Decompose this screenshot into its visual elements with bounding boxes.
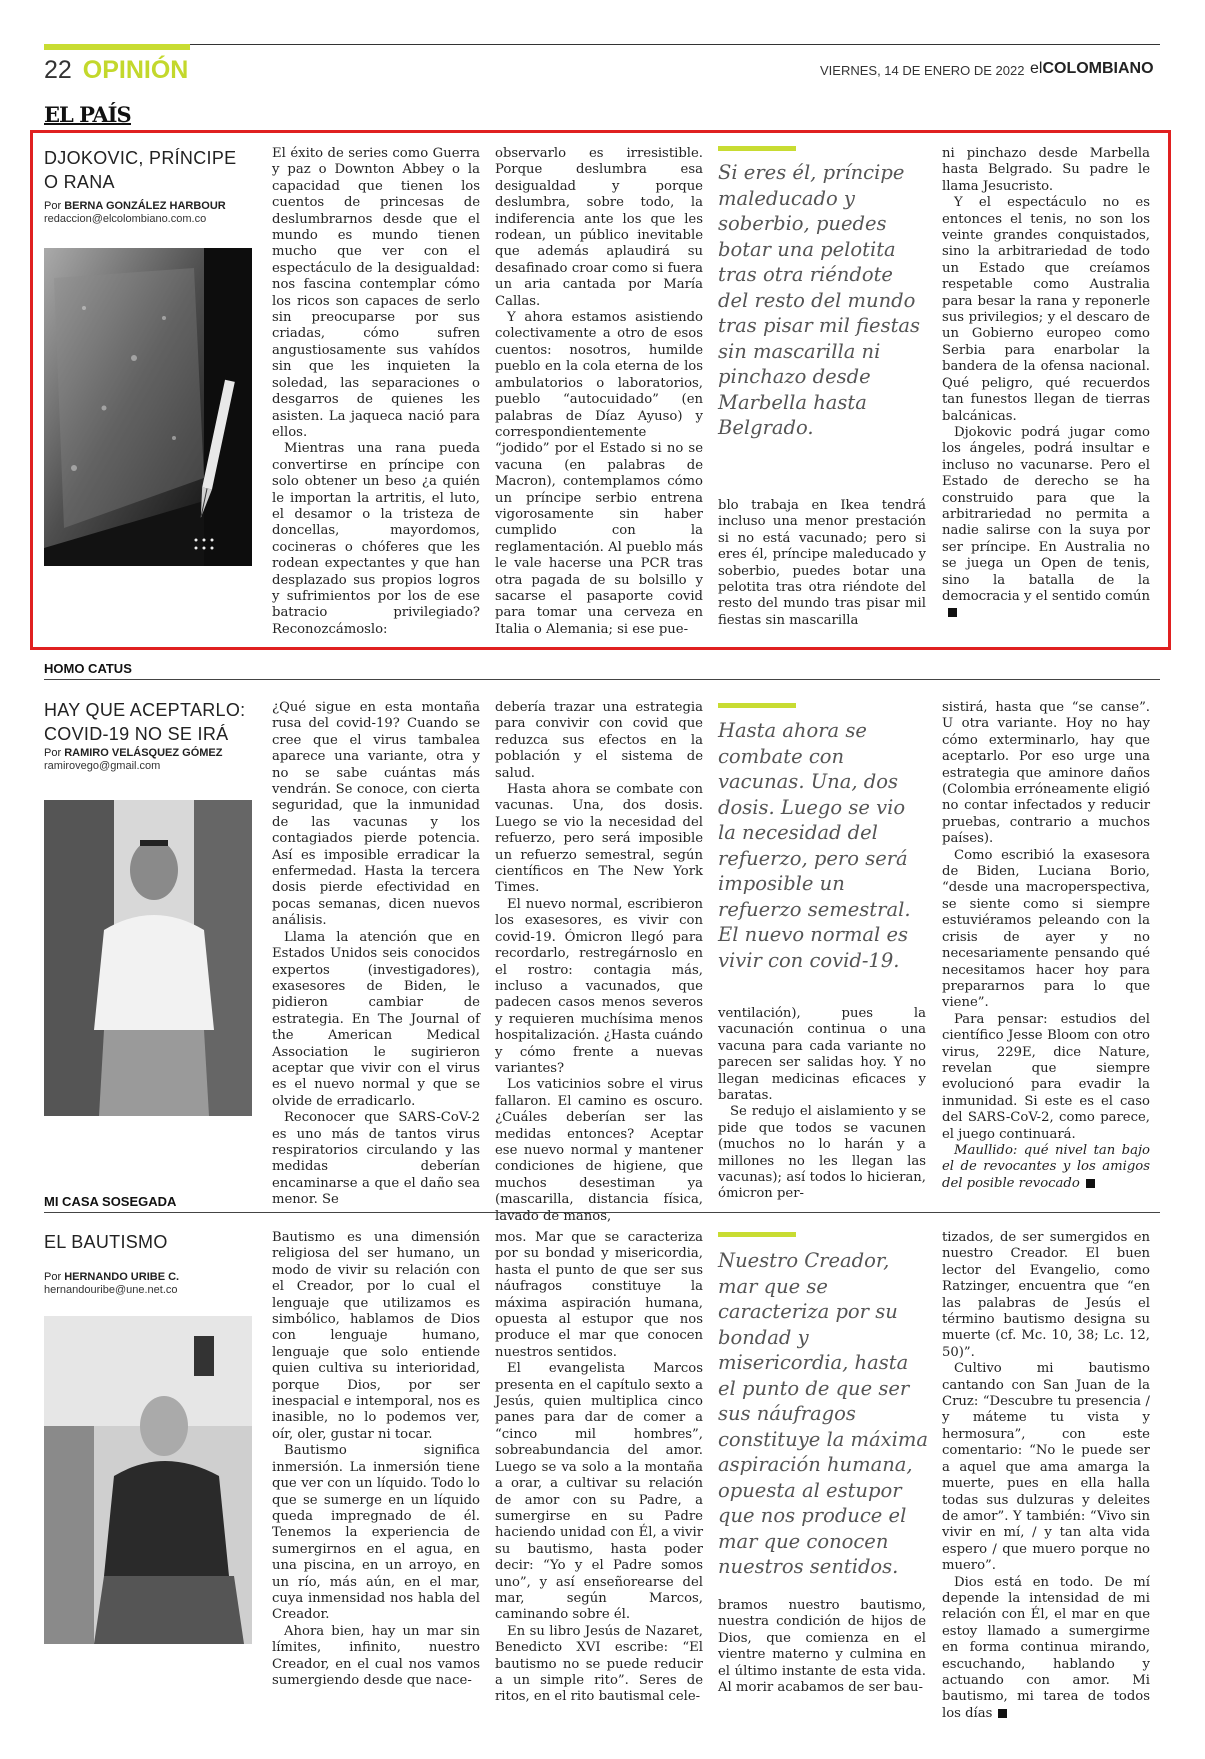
paragraph: tizados, de ser sumergidos en nuestro Creador. El buen lector del Evangelio, como Ratzinger, encuentra que “en las palabras de Jesús el término bautismo designa su muerte (cf. Mc. 10, 38; Lc. 12, 50)”.	[942, 1230, 1150, 1360]
article-column-2	[495, 1230, 703, 1705]
paragraph: debería trazar una estrategia para convivir con covid que reduzca sus efectos en la población y el sistema de salud.	[495, 700, 703, 781]
paragraph: El éxito de series como Guerra y paz o Downton Abbey o la capacidad que tienen los cuentos de princesas de deslumbrarnos desde que el mundo es mundo tienen mucho que ver con el espectáculo de la desigualdad: nos fascina contemplar cómo los ricos son capaces de serlo sin preocuparse por sus criadas, cómo sufren angustiosamente sus vahídos sin que les inquieten la soledad, las separaciones o desgarros de quienes les asisten. La jaqueca nació para ellos.	[272, 146, 480, 440]
author-email: ramirovego@gmail.com	[44, 760, 161, 772]
article-column-3	[718, 1598, 926, 1700]
source-logo: EL PAÍS	[44, 102, 131, 127]
paragraph: Dios está en todo. De mí depende la intensidad de mi relación con Él, el mar en que estoy llamado a sumergirme en forma continua mirando, escuchando, hablando y actuando con amor. Mi bautismo, mi tarea de todos los días	[942, 1574, 1150, 1721]
paragraph: Los vaticinios sobre el virus fallaron. El camino es oscuro. ¿Cuáles deberían ser las medidas entonces? Aceptar ese nuevo normal y mantener condiciones de higiene, que muchos desestiman ya (mascarilla, distancia física, lavado de manos,	[495, 1077, 703, 1224]
paragraph: El nuevo normal, escribieron los exasesores, es vivir con covid-19. Ómicron llegó para recordarlo, restregárnoslo en el rostro: contagia más, incluso a vacunados, que padecen casos menos severos y requieren muchísima menos hospitalización. ¿Hasta cuándo y cómo frente a nuevas variantes?	[495, 896, 703, 1076]
pullquote: Hasta ahora se combate con vacunas. Una, dos dosis. Luego se vio la necesidad del refuerzo, pero será imposible un refuerzo semestral. El nuevo normal es vivir con covid-19.	[718, 719, 911, 972]
paragraph: Mientras una rana pueda convertirse en príncipe con solo obtener un beso ¿a quién le importan la artritis, el luto, el desamor o la tristeza de doncellas, mayordomos, cocineras o chóferes que les rodean expectantes y que han desplazado sus propios logros y sufrimientos por los de ese batracio privilegiado? Reconozcámoslo:	[272, 441, 480, 637]
end-mark	[1086, 1179, 1095, 1188]
article-column-3	[718, 498, 926, 644]
article-column-1	[272, 146, 480, 644]
pullquote: Si eres él, príncipe maleducado y soberbio, puedes botar una pelotita tras otra riéndote del resto del mundo tras pisar mil fiestas sin mascarilla ni pinchazo desde Marbella hasta Belgrado.	[718, 161, 921, 439]
pullquote: Nuestro Creador, mar que se caracteriza por su bondad y misericordia, hasta el punto de que ser sus náufragos constituye la máxima aspiración humana, opuesta al estupor que nos produce el mar que conocen nuestros sentidos.	[718, 1249, 928, 1578]
article-title: HAY QUE ACEPTARLO: COVID-19 NO SE IRÁ	[44, 700, 246, 744]
paragraph: Y el espectáculo no es entonces el tenis, no son los veinte grandes conquistados, sino la arbitrariedad de todo un Estado que creíamos respetable como Australia para besar la rana y reponerle sus privilegios; y el descaro de un Gobierno europeo como Serbia para enarbolar la bandera de la ofensa nacional. Qué peligro, qué recuerdos tan funestos llegan de tierras balcánicas.	[942, 195, 1150, 424]
paragraph: mos. Mar que se caracteriza por su bondad y misericordia, hasta el punto de que ser sus náufragos constituye la máxima aspiración humana, opuesta al estupor que nos produce el mar que conocen nuestros sentidos.	[495, 1230, 703, 1360]
section-rule	[44, 679, 1160, 680]
byline: Por BERNA GONZÁLEZ HARBOUR	[44, 200, 226, 212]
issue-date: VIERNES, 14 DE ENERO DE 2022	[820, 63, 1025, 78]
article-column-2	[495, 700, 703, 1224]
paragraph: observarlo es irresistible. Porque deslumbra esa desigualdad y porque deslumbra, sobre todo, la indiferencia ante los que les rodean, un público inevitable que además aplaudirá su desafinado croar como si fuera un aria cantada por María Callas.	[495, 146, 703, 309]
section-color-bar	[44, 44, 190, 50]
pullquote-bar	[718, 1232, 796, 1237]
paragraph: Reconocer que SARS-CoV-2 es uno más de tantos virus respiratorios circulando y las medidas deberían encaminarse a que el daño sea menor. Se	[272, 1110, 480, 1208]
section-title: OPINIÓN	[82, 56, 189, 84]
paragraph: Bautismo significa inmersión. La inmersión tiene que ver con un líquido. Todo lo que se sumerge en un líquido queda impregnado de él. Tenemos la experiencia de sumergirnos en el agua, en una piscina, en un arroyo, en un río, más aún, en el mar, cuya inmensidad nos habla del Creador.	[272, 1443, 480, 1623]
article-column-3	[718, 1006, 926, 1202]
article-title: EL BAUTISMO	[44, 1232, 168, 1252]
header-rule	[44, 44, 1160, 45]
paragraph: Maullido: qué nivel tan bajo el de revocantes y los amigos del posible revocado	[942, 1142, 1150, 1191]
byline: Por RAMIRO VELÁSQUEZ GÓMEZ	[44, 747, 223, 759]
paragraph: Cultivo mi bautismo cantando con San Juan de la Cruz: “Descubre tu presencia / y máteme tu vista y hermosura”, con este comentario: “No le puede ser a aquel que ama amarga la muerte, pues en ella halla todas sus dulzuras y deleites de amor”. Y también: “Vivo sin vivir en mí, / y tan alta vida espero / que muero porque no muero”.	[942, 1361, 1150, 1574]
article-column-4	[942, 146, 1150, 644]
end-mark	[998, 1709, 1007, 1718]
author-email: redaccion@elcolombiano.com.co	[44, 213, 207, 225]
paragraph: sistirá, hasta que “se canse”. U otra variante. Hoy no hay cómo exterminarlo, hay que aceptarlo. Por eso urge una estrategia que aminore daños (Colombia erróneamente eligió no contar infectados y reducir pruebas, contrario a muchos países).	[942, 700, 1150, 847]
paragraph: En su libro Jesús de Nazaret, Benedicto XVI escribe: “El bautismo no se puede reducir a un simple rito”. Seres de ritos, en el rito bautismal cele-	[495, 1623, 703, 1705]
pullquote-bar	[718, 703, 796, 708]
page-header	[44, 56, 188, 84]
column-section-label: MI CASA SOSEGADA	[44, 1194, 177, 1209]
pullquote-bar	[718, 146, 796, 151]
paragraph: ni pinchazo desde Marbella hasta Belgrado. Su padre le llama Jesucristo.	[942, 146, 1150, 194]
article-column-2	[495, 146, 703, 644]
paragraph: Ahora bien, hay un mar sin límites, infinito, nuestro Creador, en el cual nos vamos sumergiendo desde que nace-	[272, 1623, 480, 1688]
paragraph: El evangelista Marcos presenta en el capítulo sexto a Jesús, quien multiplica cinco panes para dar de comer a “cinco mil hombres”, sobreabundancia del amor. Luego se va solo a la montaña a orar, a cultivar su relación de amor con su Padre, a sumergirse en su Padre haciendo unidad con Él, a vivir su bautismo, hasta poder decir: “Yo y el Padre somos uno”, y así enseñorearse del mar, según Marcos, caminando sobre él.	[495, 1361, 703, 1623]
author-email: hernandouribe@une.net.co	[44, 1284, 178, 1296]
paragraph: Se redujo el aislamiento y se pide que todos se vacunen (muchos no lo harán y a millones no les llegan las vacunas); así todos lo hicieran, ómicron per-	[718, 1104, 926, 1202]
article-column-4	[942, 700, 1150, 1191]
newspaper-logo: elCOLOMBIANO	[1030, 60, 1154, 77]
byline: Por HERNANDO URIBE C.	[44, 1271, 180, 1283]
article-column-1	[272, 700, 480, 1208]
author-photo	[44, 800, 252, 1116]
paragraph: Llama la atención que en Estados Unidos seis conocidos expertos (investigadores), exasesores de Biden, le pidieron cambiar de estrategia. En The Journal of the American Medical Association le sugirieron aceptar que vivir con el virus es el nuevo normal y que se olvide de erradicarlo.	[272, 929, 480, 1109]
paragraph: bramos nuestro bautismo, nuestra condición de hijos de Dios, que comienza en el vientre materno y culmina en el último instante de esta vida. Al morir acabamos de ser bau-	[718, 1598, 926, 1696]
end-mark	[948, 608, 957, 617]
article-title: DJOKOVIC, PRÍNCIPE O RANA	[44, 148, 237, 192]
author-photo	[44, 1316, 252, 1644]
paragraph: Djokovic podrá jugar como los ángeles, podrá insultar e incluso no vacunarse. Pero el Estado de derecho se ha construido para que la arbitrariedad no permita a nadie salirse con la suya por ser príncipe. En Australia no se juega un Open de tenis, sino la batalla de la democracia y el sentido común	[942, 425, 1150, 622]
paragraph: Hasta ahora se combate con vacunas. Una, dos dosis. Luego se vio la necesidad del refuerzo, pero será imposible un refuerzo semestral, según científicos en The New York Times.	[495, 782, 703, 896]
paragraph: ventilación), pues la vacunación continua o una vacuna para cada variante no parecen ser salidas hoy. Y no llegan medicinas eficaces y baratas.	[718, 1006, 926, 1104]
column-section-label: HOMO CATUS	[44, 661, 132, 676]
paragraph: ¿Qué sigue en esta montaña rusa del covid-19? Cuando se cree que el virus tambalea aparece una variante, otra y no se sabe cuántas más vendrán. Se conoce, con cierta seguridad, que la inmunidad de las vacunas y los contagiados pierde potencia. Así es imposible erradicar la enfermedad. Hasta la tercera dosis pierde efectividad en pocas semanas, dicen nuevos análisis.	[272, 700, 480, 929]
paragraph: Para pensar: estudios del científico Jesse Bloom con otro virus, 229E, dice Nature, revelan que siempre evolucionó para evadir la inmunidad. Si este es el caso del SARS-CoV-2, como parece, el juego continuará.	[942, 1011, 1150, 1142]
paragraph: blo trabaja en Ikea tendrá incluso una menor prestación si no está vacunado; pero si eres él, príncipe maleducado y soberbio, puedes botar una pelotita tras otra riéndote del resto del mundo tras pisar mil fiestas sin mascarilla	[718, 498, 926, 628]
paragraph: Bautismo es una dimensión religiosa del ser humano, un modo de vivir su relación con el Creador, por lo cual el lenguaje que utilizamos es simbólico, hablamos de Dios con lenguaje humano, lenguaje que solo entiende quien cultiva su interioridad, porque Dios, por ser inespacial e intemporal, nos es inasible, no lo podemos ver, oír, oler, gustar ni tocar.	[272, 1230, 480, 1442]
page-number: 22	[44, 56, 72, 84]
paragraph: Como escribió la exasesora de Biden, Luciana Borio, “desde una macroperspectiva, se siente como si siempre estuviéramos peleando con la crisis de ayer y no necesariamente pensando qué necesitamos hacer hoy para prepararnos para lo que viene”.	[942, 847, 1150, 1011]
paragraph: Y ahora estamos asistiendo colectivamente a otro de esos cuentos: nosotros, humilde pueblo en la cola eterna de los ambulatorios o laboratorios, pueblo “autocuidado” (en palabras de Díaz Ayuso) y correspondientemente “jodido” por el Estado si no se vacuna (en palabras de Macron), contemplamos cómo un príncipe serbio entrena vigorosamente sin haber cumplido con la reglamentación. Al pueblo más le vale hacerse una PCR tras otra pagada de su bolsillo y sacarse el pasaporte covid para tomar una cerveza en Italia o Alemania; si ese pue-	[495, 310, 703, 637]
article-column-1	[272, 1230, 480, 1700]
illustration-pen	[44, 248, 252, 566]
section-rule	[44, 1212, 1160, 1213]
article-column-4	[942, 1230, 1150, 1721]
